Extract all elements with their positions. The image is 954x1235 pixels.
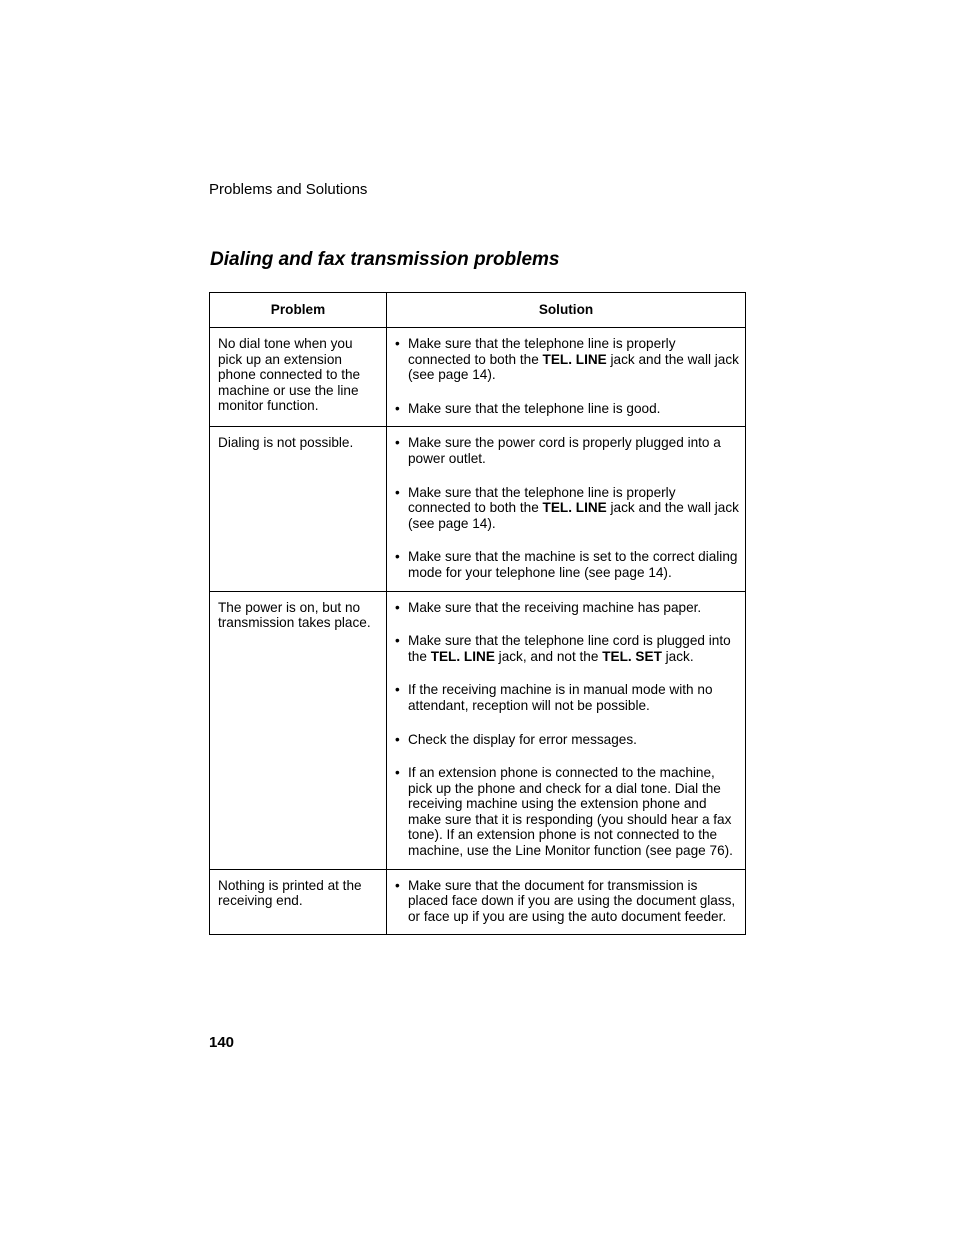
emphasis-label: TEL. SET — [602, 648, 662, 664]
solution-cell — [387, 328, 746, 427]
bullet-icon: • — [395, 731, 400, 747]
solution-item: • Make sure that the telephone line cord is plugged into the TEL. LINE jack, and not the TEL. SET jack. — [395, 633, 731, 664]
bullet-icon: • — [395, 484, 400, 500]
solution-item: • Make sure that the receiving machine has paper. — [395, 599, 702, 615]
problem-cell: Nothing is printed at the receiving end. — [210, 869, 387, 935]
solution-item: • Make sure that the telephone line is good. — [395, 400, 661, 416]
solution-item: • Check the display for error messages. — [395, 731, 637, 747]
bullet-icon: • — [395, 682, 400, 698]
bullet-icon: • — [395, 599, 400, 615]
page-number: 140 — [209, 1034, 235, 1051]
troubleshooting-table — [209, 292, 746, 935]
bullet-icon: • — [395, 336, 400, 351]
solution-item: • Make sure that the telephone line is properly connected to both the TEL. LINE jack and the wall jack (see page 14). — [395, 336, 739, 383]
solution-item: • Make sure that the machine is set to the correct dialing mode for your telephone line (see page 14). — [395, 549, 738, 580]
emphasis-label: TEL. LINE — [430, 648, 495, 664]
bullet-icon: • — [395, 877, 400, 893]
problem-cell: Dialing is not possible. — [210, 427, 387, 591]
solution-item: • If the receiving machine is in manual mode with no attendant, reception will not be possible. — [395, 682, 713, 713]
solution-item: • Make sure the power cord is properly plugged into a power outlet. — [395, 435, 721, 466]
emphasis-label: TEL. LINE — [542, 500, 607, 516]
table-row — [210, 427, 746, 591]
solution-cell — [387, 427, 746, 591]
problem-cell: The power is on, but no transmission takes place. — [210, 591, 387, 869]
table-header-row — [210, 293, 746, 328]
emphasis-label: TEL. LINE — [542, 351, 607, 367]
bullet-icon: • — [395, 765, 400, 781]
running-header: Problems and Solutions — [209, 181, 368, 198]
column-header-solution: Solution — [387, 293, 746, 328]
section-title: Dialing and fax transmission problems — [210, 249, 560, 270]
solution-list — [395, 878, 741, 925]
solution-item: • Make sure that the telephone line is properly connected to both the TEL. LINE jack and the wall jack (see page 14). — [395, 484, 739, 531]
bullet-icon: • — [395, 549, 400, 565]
table-row — [210, 591, 746, 869]
solution-cell — [387, 591, 746, 869]
bullet-icon: • — [395, 435, 400, 451]
solution-item: • Make sure that the document for transmission is placed face down if you are using the document glass, or face up if you are using the auto document feeder. — [395, 877, 736, 924]
table-row — [210, 328, 746, 427]
problem-cell: No dial tone when you pick up an extension phone connected to the machine or use the line monitor function. — [210, 328, 387, 427]
table-row — [210, 869, 746, 935]
solution-item: • If an extension phone is connected to the machine, pick up the phone and check for a dial tone. Dial the receiving machine using the extension phone and make sure that it is responding (you should hear a fax tone). If an extension phone is not connected to the machine, use the Line Monitor function (see page 76). — [395, 765, 733, 859]
bullet-icon: • — [395, 400, 400, 416]
solution-cell — [387, 869, 746, 935]
bullet-icon: • — [395, 633, 400, 649]
solution-list — [395, 336, 741, 416]
solution-list — [395, 435, 741, 580]
solution-list — [395, 600, 741, 859]
column-header-problem: Problem — [210, 293, 387, 328]
